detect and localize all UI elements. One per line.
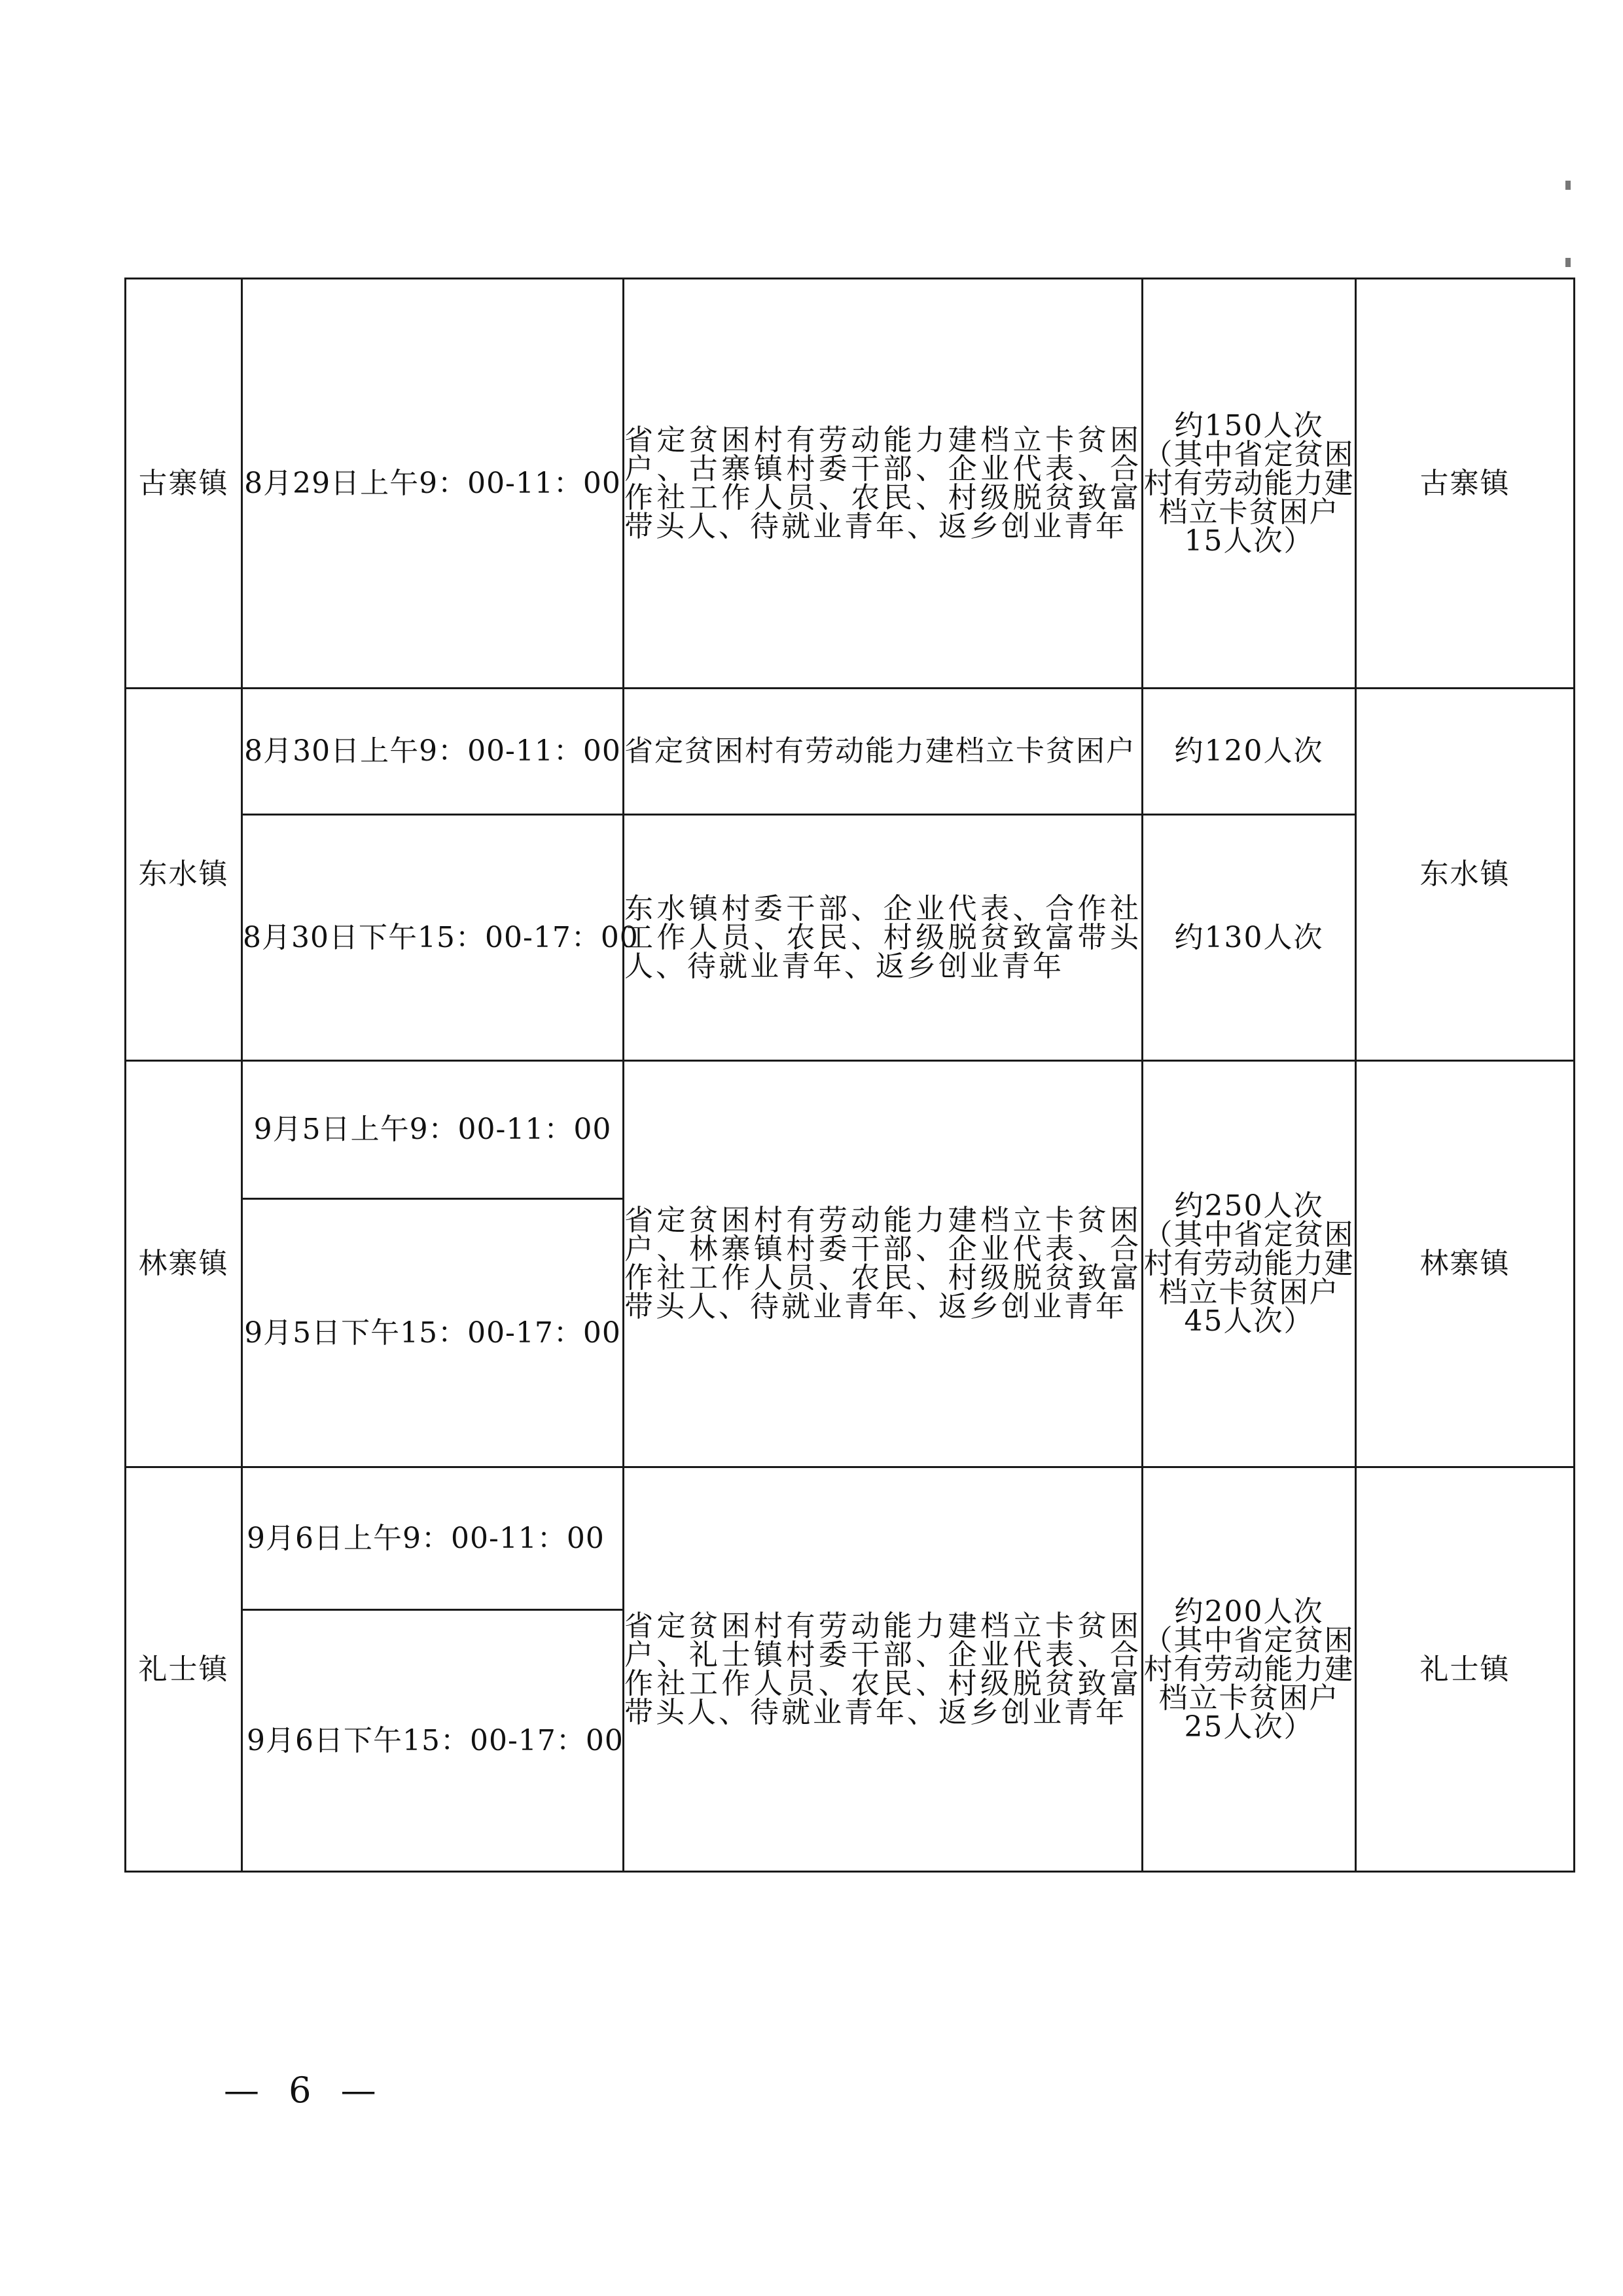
participants-cell: 东水镇村委干部、企业代表、合作社工作人员、农民、村级脱贫致富带头人、待就业青年、返乡创业青年 bbox=[624, 815, 1143, 1061]
venue-cell: 礼士镇 bbox=[1356, 1467, 1575, 1872]
count-line: 15人次） bbox=[1184, 524, 1314, 558]
count-line: 约200人次 bbox=[1174, 1594, 1324, 1628]
count-line: 村有劳动能力建 bbox=[1143, 1652, 1355, 1686]
count-cell bbox=[1143, 279, 1356, 689]
count-line: 村有劳动能力建 bbox=[1143, 466, 1355, 500]
page-number: — 6 — bbox=[224, 2070, 385, 2111]
table-row bbox=[126, 279, 1575, 689]
count-cell bbox=[1143, 1061, 1356, 1467]
venue-cell: 东水镇 bbox=[1356, 689, 1575, 1061]
count-cell bbox=[1143, 1467, 1356, 1872]
scan-mark bbox=[1565, 258, 1571, 267]
table-row bbox=[126, 689, 1575, 815]
participants-cell: 省定贫困村有劳动能力建档立卡贫困户、古寨镇村委干部、企业代表、合作社工作人员、农民、村级脱贫致富带头人、待就业青年、返乡创业青年 bbox=[624, 279, 1143, 689]
count-line: 45人次） bbox=[1184, 1304, 1314, 1338]
count-line: 约250人次 bbox=[1174, 1189, 1324, 1223]
count-line: 档立卡贫困户 bbox=[1158, 1276, 1340, 1309]
session-time: 9月6日下午15：00-17：00 bbox=[242, 1610, 624, 1872]
session-time: 8月30日下午15：00-17：00 bbox=[242, 815, 624, 1061]
town-name: 古寨镇 bbox=[126, 279, 242, 689]
count-line: （其中省定贫困 bbox=[1143, 1623, 1355, 1657]
town-name: 林寨镇 bbox=[126, 1061, 242, 1467]
count-cell: 约120人次 bbox=[1143, 689, 1356, 815]
schedule-table bbox=[124, 278, 1575, 1873]
count-line: （其中省定贫困 bbox=[1143, 1218, 1355, 1251]
session-time: 8月30日上午9：00-11：00 bbox=[242, 689, 624, 815]
table-row bbox=[126, 1467, 1575, 1610]
session-time: 9月5日下午15：00-17：00 bbox=[242, 1199, 624, 1467]
session-time: 9月5日上午9：00-11：00 bbox=[242, 1061, 624, 1199]
count-line: 档立卡贫困户 bbox=[1158, 495, 1340, 529]
scan-mark bbox=[1565, 181, 1571, 190]
count-line: 约150人次 bbox=[1174, 408, 1324, 442]
count-line: 村有劳动能力建 bbox=[1143, 1247, 1355, 1280]
participants-cell: 省定贫困村有劳动能力建档立卡贫困户 bbox=[624, 689, 1143, 815]
town-name: 礼士镇 bbox=[126, 1467, 242, 1872]
participants-cell: 省定贫困村有劳动能力建档立卡贫困户、礼士镇村委干部、企业代表、合作社工作人员、农民、村级脱贫致富带头人、待就业青年、返乡创业青年 bbox=[624, 1467, 1143, 1872]
count-cell: 约130人次 bbox=[1143, 815, 1356, 1061]
participants-cell: 省定贫困村有劳动能力建档立卡贫困户、林寨镇村委干部、企业代表、合作社工作人员、农民、村级脱贫致富带头人、待就业青年、返乡创业青年 bbox=[624, 1061, 1143, 1467]
session-time: 8月29日上午9：00-11：00 bbox=[242, 279, 624, 689]
venue-cell: 林寨镇 bbox=[1356, 1061, 1575, 1467]
venue-cell: 古寨镇 bbox=[1356, 279, 1575, 689]
table-row bbox=[126, 1061, 1575, 1199]
count-line: 25人次） bbox=[1184, 1710, 1314, 1744]
town-name: 东水镇 bbox=[126, 689, 242, 1061]
session-time: 9月6日上午9：00-11：00 bbox=[242, 1467, 624, 1610]
count-line: 档立卡贫困户 bbox=[1158, 1681, 1340, 1715]
count-line: （其中省定贫困 bbox=[1143, 437, 1355, 471]
